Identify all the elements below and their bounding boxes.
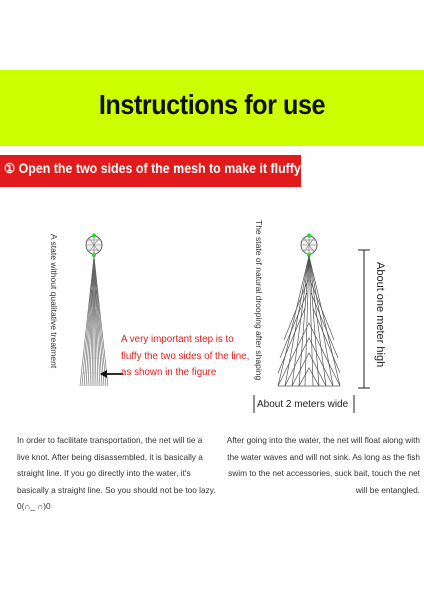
shaped-net-illustration	[270, 228, 350, 390]
height-bracket	[358, 248, 370, 390]
left-description: In order to facilitate transportation, the net will tie a live knot. After being disassembled, it is basically a straight line. If you go directly into the water, it's basically a straight line. So you should not be too lazy. 0(∩_ ∩)0	[17, 435, 216, 511]
left-vertical-caption: A state without qualitative treatment	[49, 234, 59, 369]
important-note: A very important step is to fluffy the two sides of the line, as shown in the figure	[121, 334, 250, 378]
height-label: About one meter high	[374, 262, 386, 368]
right-description: After going into the water, the net will float along with the water waves and will not sink. As long as the fish swim to the net accessories, suck bait, touch the net will be entangled.	[226, 435, 420, 495]
page-title: Instructions for use	[98, 89, 326, 120]
float-icon	[301, 234, 317, 258]
width-label: About 2 meters wide	[257, 399, 349, 410]
diamond-mesh	[278, 256, 340, 386]
float-icon	[86, 234, 102, 258]
untreated-net-illustration	[70, 228, 120, 390]
right-vertical-caption: The state of natural drooping after shaping	[254, 220, 264, 381]
straight-net-lines	[80, 256, 108, 386]
step-label: ① Open the two sides of the mesh to make it fluffy	[4, 161, 301, 176]
